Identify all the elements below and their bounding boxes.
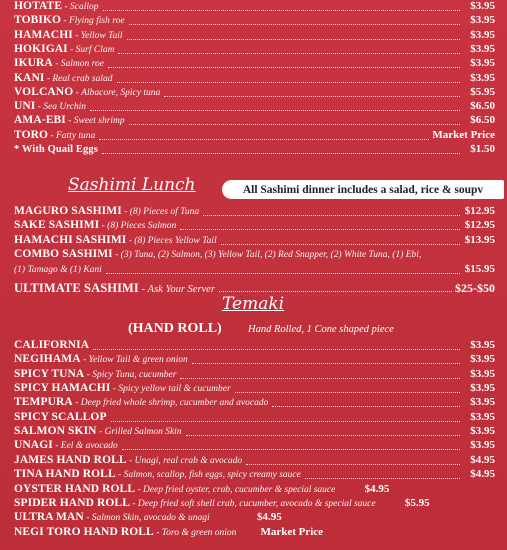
item-name: KANI (14, 72, 45, 84)
dotted-leader (192, 362, 460, 364)
menu-item-row (14, 263, 495, 277)
item-price: $3.95 (470, 439, 495, 451)
item-price: $3.95 (470, 353, 495, 365)
item-separator: - (52, 441, 61, 451)
item-name: JAMES HAND ROLL (14, 454, 127, 466)
menu-item-row (14, 14, 495, 28)
hand-roll-title: (HAND ROLL) (128, 321, 222, 336)
item-name: HOTATE (14, 0, 63, 12)
item-name: MAGURO SASHIMI (14, 205, 122, 217)
item-description: Spicy yellow tail & cucumber (118, 384, 231, 394)
menu-item-row (14, 205, 495, 219)
item-description: Unagi, real crab & avocado (134, 456, 243, 466)
item-price: Market Price (432, 129, 495, 141)
dotted-leader (127, 38, 460, 40)
menu-item-row (14, 129, 495, 143)
item-description: Spicy Tuna, cucumber (92, 370, 177, 380)
item-description: Salmon, scallop, fish eggs, spicy creamy sauce (123, 470, 301, 480)
item-separator: - (135, 485, 144, 495)
item-name: VOLCANO (14, 86, 74, 98)
menu-item-row (14, 511, 495, 525)
item-name: SPICY TUNA (14, 368, 85, 380)
sashimi-note-banner: All Sashimi dinner includes a salad, rice & soupv (222, 180, 504, 199)
item-description: Albacore, Spicy tuna (81, 88, 161, 98)
item-price: $4.95 (470, 454, 495, 466)
item-price: $4.95 (470, 468, 495, 480)
item-name: OYSTER HAND ROLL (14, 483, 136, 495)
item-separator: - (121, 207, 130, 217)
item-price: $5.95 (404, 497, 430, 509)
dotted-leader (106, 272, 460, 274)
item-price: $3.95 (470, 425, 495, 437)
item-name: UNAGI (14, 439, 53, 451)
menu-item-row (14, 0, 495, 14)
dotted-leader (221, 243, 460, 245)
menu-item-row (14, 143, 495, 157)
item-separator: - (112, 250, 121, 260)
dotted-leader (272, 405, 460, 407)
dotted-leader (219, 290, 452, 292)
item-description: Salmon Skin, avocado & unagi (91, 513, 210, 523)
item-separator: - (83, 513, 92, 523)
dotted-leader (180, 228, 460, 230)
item-separator: - (65, 116, 74, 126)
item-price: $6.50 (470, 100, 495, 112)
item-description: Eel & avocado (60, 441, 118, 451)
item-price: $12.95 (464, 219, 495, 231)
menu-item-row (14, 368, 495, 382)
item-description: Yellow Tail (80, 31, 123, 41)
dotted-leader (203, 214, 460, 216)
item-description: Flying fish roe (68, 16, 125, 26)
item-price: $3.95 (470, 14, 495, 26)
menu-item-row (14, 411, 495, 425)
menu-item-row (14, 468, 495, 482)
item-price: $3.95 (470, 29, 495, 41)
section-heading-sashimi: Sashimi Lunch (68, 175, 196, 195)
dotted-leader (93, 348, 460, 350)
menu-item-row (14, 483, 495, 497)
item-name: * With Quail Eggs (14, 144, 98, 155)
item-name: AMA-EBI (14, 114, 66, 126)
menu-item-row (14, 526, 495, 540)
item-separator: - (67, 45, 76, 55)
dotted-leader (186, 434, 460, 436)
item-description: Deep fried soft shell crab, cucumber, avocado & special sauce (137, 499, 376, 509)
item-description: (1) Tamago & (1) Kani (14, 265, 102, 275)
menu-item-row (14, 43, 495, 57)
item-description: Salmon roe (60, 59, 104, 69)
dotted-leader (117, 81, 460, 83)
item-separator: - (35, 102, 44, 112)
item-price: $3.95 (470, 339, 495, 351)
dotted-leader (122, 448, 460, 450)
item-separator: - (99, 221, 108, 231)
dotted-leader (180, 377, 460, 379)
dotted-leader (111, 420, 460, 422)
dotted-leader (108, 66, 460, 68)
menu-item-row (14, 396, 495, 410)
item-name: NEGIHAMA (14, 353, 81, 365)
menu-item-row (14, 248, 495, 262)
item-separator: - (72, 31, 81, 41)
item-description: Grilled Salmon Skin (104, 427, 182, 437)
item-name: ULTIMATE SASHIMI (14, 281, 139, 295)
item-description: Toro & green onion (161, 528, 237, 538)
item-separator: - (73, 88, 82, 98)
item-price: $3.95 (470, 72, 495, 84)
item-name: TOBIKO (14, 14, 62, 26)
menu-item-row (14, 29, 495, 43)
menu-item-row (14, 219, 495, 233)
item-name: CALIFORNIA (14, 339, 90, 351)
menu-item-row (14, 57, 495, 71)
item-separator: - (153, 528, 162, 538)
item-name: IKURA (14, 57, 53, 69)
dotted-leader (246, 463, 460, 465)
item-separator: - (129, 499, 138, 509)
item-description: (3) Tuna, (2) Salmon, (3) Yellow Tail, (2) Red Snapper, (2) White Tuna, (1) Ebi, (120, 250, 422, 260)
item-description: Scallop (70, 2, 99, 12)
item-name: SALMON SKIN (14, 425, 97, 437)
item-name: HAMACHI SASHIMI (14, 234, 127, 246)
dotted-leader (103, 9, 460, 11)
menu-item-row (14, 100, 495, 114)
menu-item-row (14, 353, 495, 367)
menu-item-row (14, 425, 495, 439)
item-name: COMBO SASHIMI (14, 248, 113, 260)
item-price: $3.95 (470, 43, 495, 55)
item-price: $3.95 (470, 411, 495, 423)
item-separator: - (44, 74, 53, 84)
item-description: (8) Pieces Salmon (107, 221, 177, 231)
menu-item-row (14, 72, 495, 86)
item-description: (8) Pieces of Tuna (129, 207, 200, 217)
item-price: $25-$50 (455, 281, 495, 295)
item-name: SPICY SCALLOP (14, 411, 107, 423)
item-name: SPIDER HAND ROLL (14, 497, 130, 509)
item-name: TORO (14, 129, 49, 141)
item-price: $3.95 (470, 57, 495, 69)
item-separator: - (80, 355, 89, 365)
item-description: Real crab salad (52, 74, 113, 84)
menu-item-row (14, 234, 495, 248)
item-name: HOKIGAI (14, 43, 68, 55)
menu-item-row (14, 439, 495, 453)
dotted-leader (102, 152, 460, 154)
item-separator: - (126, 236, 135, 246)
item-price: $3.95 (470, 368, 495, 380)
dotted-leader (118, 52, 460, 54)
dotted-leader (129, 23, 460, 25)
dotted-leader (90, 109, 460, 111)
dotted-leader (164, 95, 460, 97)
menu-item-row (14, 382, 495, 396)
dotted-leader (305, 477, 460, 479)
item-separator: - (138, 284, 148, 295)
item-price: $4.95 (256, 511, 282, 523)
item-separator: - (110, 384, 119, 394)
dotted-leader (99, 138, 429, 140)
item-description: Deep fried whole shrimp, cucumber and avocado (80, 398, 269, 408)
item-price: Market Price (260, 526, 324, 538)
item-price: $5.95 (470, 86, 495, 98)
item-name: SPICY HAMACHI (14, 382, 111, 394)
item-description: Ask Your Server (147, 284, 215, 295)
item-separator: - (52, 59, 61, 69)
menu-item-row (14, 497, 495, 511)
item-price: $3.95 (470, 0, 495, 12)
item-separator: - (115, 470, 124, 480)
menu-item-row (14, 86, 495, 100)
item-price: $3.95 (470, 382, 495, 394)
item-name: NEGI TORO HAND ROLL (14, 526, 154, 538)
item-name: UNI (14, 100, 36, 112)
item-name: TINA HAND ROLL (14, 468, 116, 480)
menu-item-row (14, 339, 495, 353)
item-price: $3.95 (470, 396, 495, 408)
item-description: (8) Pieces Yellow Tail (134, 236, 217, 246)
item-separator: - (62, 2, 71, 12)
menu-item-row (14, 281, 495, 295)
item-description: Fatty tuna (55, 131, 96, 141)
item-description: Surf Clam (75, 45, 115, 55)
item-price: $6.50 (470, 114, 495, 126)
dotted-leader (235, 391, 460, 393)
item-separator: - (96, 427, 105, 437)
menu-item-row (14, 454, 495, 468)
item-name: SAKE SASHIMI (14, 219, 100, 231)
item-name: HAMACHI (14, 29, 73, 41)
item-name: ULTRA MAN (14, 511, 84, 523)
item-description: Deep fried oyster, crab, cucumber & special sauce (143, 485, 336, 495)
item-price: $1.50 (470, 143, 495, 155)
item-price: $4.95 (364, 483, 390, 495)
item-price: $15.95 (464, 263, 495, 275)
item-name: TEMPURA (14, 396, 73, 408)
dotted-leader (129, 123, 460, 125)
item-description: Sea Urchin (43, 102, 86, 112)
item-price: $13.95 (464, 234, 495, 246)
item-separator: - (61, 16, 69, 26)
item-separator: - (84, 370, 93, 380)
item-separator: - (72, 398, 81, 408)
section-heading-temaki: Temaki (222, 294, 285, 314)
item-description: Sweet shrimp (73, 116, 125, 126)
item-separator: - (48, 131, 56, 141)
item-separator: - (126, 456, 135, 466)
item-description: Yellow Tail & green onion (88, 355, 188, 365)
item-price: $12.95 (464, 205, 495, 217)
menu-item-row (14, 114, 495, 128)
hand-roll-subtitle: Hand Rolled, 1 Cone shaped piece (248, 324, 394, 335)
